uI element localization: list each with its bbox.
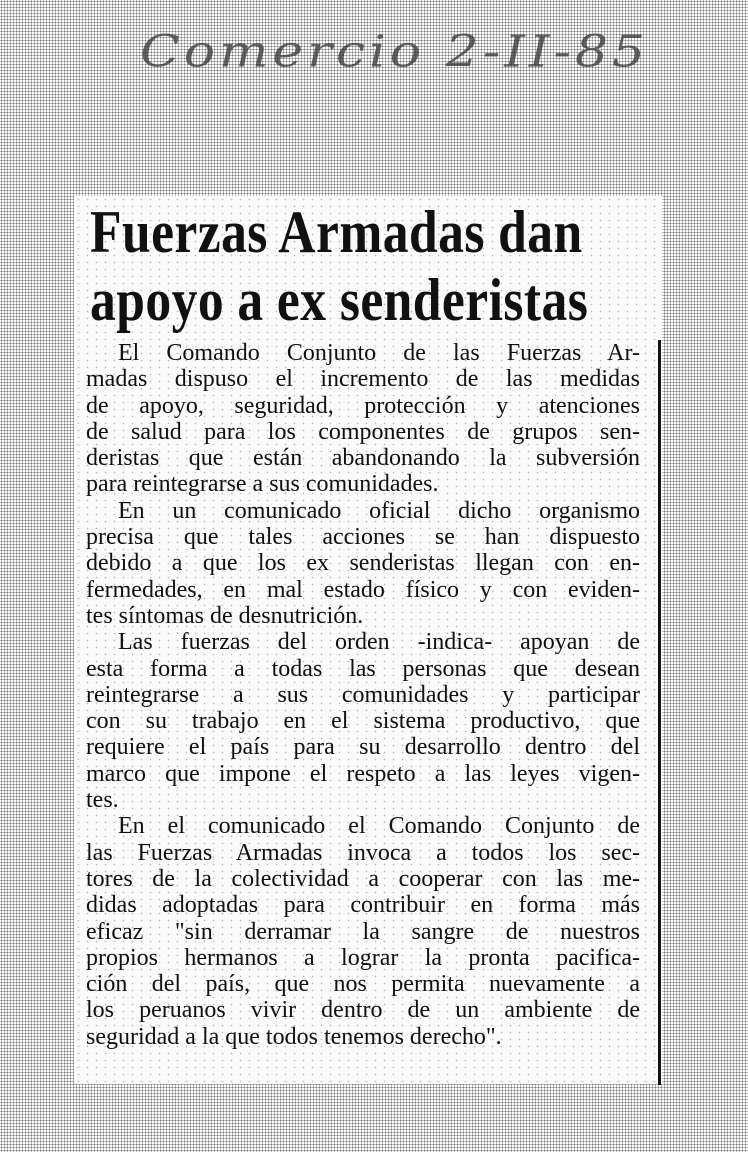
headline-line: Fuerzas Armadas dan bbox=[90, 199, 583, 265]
text-line: fermedades, en mal estado físico y con eviden- bbox=[86, 576, 640, 603]
text-line: con su trabajo en el sistema productivo, que bbox=[86, 708, 640, 735]
text-line: deristas que están abandonando la subversión bbox=[86, 445, 640, 472]
text-line: didas adoptadas para contribuir en forma más bbox=[86, 892, 640, 919]
text-line: de apoyo, seguridad, protección y atenciones bbox=[86, 392, 640, 419]
text-line: marco que impone el respeto a las leyes vigen- bbox=[86, 760, 640, 787]
text-line: los peruanos vivir dentro de un ambiente de bbox=[86, 997, 640, 1024]
article-headline bbox=[90, 198, 589, 334]
text-line: ción del país, que nos permita nuevamente a bbox=[86, 971, 640, 998]
text-line: requiere el país para su desarrollo dentro del bbox=[86, 734, 640, 761]
text-line: El Comando Conjunto de las Fuerzas Ar- bbox=[118, 340, 640, 366]
article-body bbox=[86, 340, 640, 1050]
article-paragraph bbox=[86, 498, 640, 629]
text-line: para reintegrarse a sus comunidades. bbox=[86, 471, 439, 498]
article-paragraph bbox=[86, 340, 640, 498]
text-line: En un comunicado oficial dicho organismo bbox=[118, 497, 640, 524]
text-line: eficaz "sin derramar la sangre de nuestros bbox=[86, 918, 640, 945]
text-line: madas dispuso el incremento de las medidas bbox=[86, 366, 640, 393]
text-line: debido a que los ex senderistas llegan con en- bbox=[86, 550, 640, 577]
text-line: precisa que tales acciones se han dispuesto bbox=[86, 524, 640, 551]
text-line: seguridad a la que todos tenemos derecho". bbox=[86, 1023, 502, 1050]
text-line: tes. bbox=[86, 787, 119, 814]
text-line: En el comunicado el Comando Conjunto de bbox=[118, 813, 640, 840]
article-paragraph bbox=[86, 813, 640, 1050]
text-line: tes síntomas de desnutrición. bbox=[86, 602, 364, 629]
column-rule bbox=[658, 340, 661, 1085]
text-line: las Fuerzas Armadas invoca a todos los sec- bbox=[86, 839, 640, 866]
headline-line: apoyo a ex senderistas bbox=[90, 267, 589, 333]
text-line: reintegrarse a sus comunidades y participar bbox=[86, 681, 640, 708]
text-line: propios hermanos a lograr la pronta pacifica- bbox=[86, 944, 640, 971]
text-line: de salud para los componentes de grupos sen- bbox=[86, 418, 640, 445]
text-line: Las fuerzas del orden -indica- apoyan de bbox=[118, 629, 640, 656]
article-paragraph bbox=[86, 629, 640, 813]
text-line: tores de la colectividad a cooperar con las me- bbox=[86, 865, 640, 892]
handwritten-annotation: Comercio 2-II-85 bbox=[140, 26, 650, 78]
text-line: esta forma a todas las personas que desean bbox=[86, 655, 640, 682]
